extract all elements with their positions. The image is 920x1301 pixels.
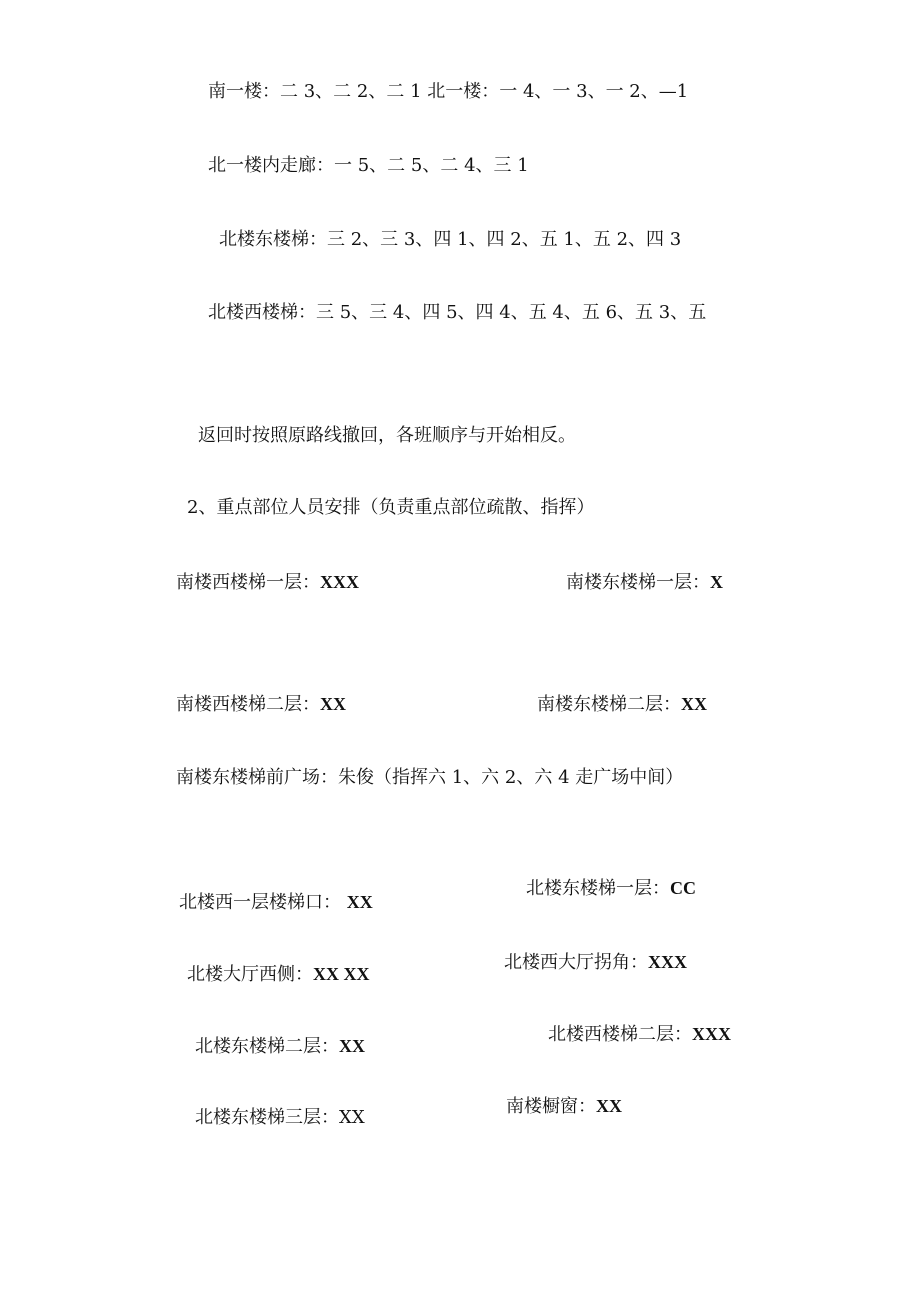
assignment-name: XX XX [313,964,370,984]
assignment-north-west-1f-stair [179,890,373,915]
section-title: 2、重点部位人员安排（负责重点部位疏散、指挥） [187,497,595,518]
assignment-label: 南楼橱窗： [506,1096,596,1117]
assignment-south-east-square: 南楼东楼梯前广场：朱俊（指挥六 1、六 2、六 4 走广场中间） [176,767,684,788]
assignment-north-east-2f [195,1034,365,1059]
assignment-name: XX [681,694,707,714]
assignment-label: 南楼西楼梯二层： [176,694,320,715]
assignment-label: 南楼东楼梯二层： [537,694,681,715]
assignment-label: 北楼东楼梯二层： [195,1036,339,1057]
assignment-north-west-hall-corner [504,950,687,975]
assignment-label: 北楼大厅西侧： [187,964,313,985]
assignment-label: 北楼西大厅拐角： [504,952,648,973]
assignment-label: 北楼东楼梯一层： [526,878,670,899]
assignment-name: XXX [320,572,359,592]
assignment-name: XX [346,892,373,912]
assignment-name: X [710,572,723,592]
route-north-east-stairs: 北楼东楼梯：三 2、三 3、四 1、四 2、五 1、五 2、四 3 [219,229,682,250]
return-note: 返回时按照原路线撤回，各班顺序与开始相反。 [198,425,576,446]
assignment-north-hall-west [187,962,370,987]
assignment-clipped-line: 北楼东楼梯三层：XX [195,1107,365,1128]
assignment-name: XX [320,694,346,714]
assignment-name: CC [670,878,696,898]
assignment-label: 北楼西一层楼梯口： [179,892,341,913]
assignment-south-west-2f [176,692,346,717]
assignment-label: 北楼西楼梯二层： [548,1024,692,1045]
assignment-south-east-2f [537,692,707,717]
assignment-name: XXX [648,952,687,972]
assignment-label: 南楼西楼梯一层： [176,572,320,593]
assignment-south-west-1f [176,570,359,595]
assignment-label: 南楼东楼梯一层： [566,572,710,593]
route-north-first-corridor: 北一楼内走廊：一 5、二 5、二 4、三 1 [208,155,529,176]
route-south-first: 南一楼：二 3、二 2、二 1 北一楼：一 4、一 3、一 2、—1 [208,81,689,102]
assignment-name: XX [596,1096,622,1116]
assignment-south-east-1f [566,570,723,595]
assignment-name: XX [339,1036,365,1056]
route-north-west-stairs: 北楼西楼梯：三 5、三 4、四 5、四 4、五 4、五 6、五 3、五 [208,302,707,323]
assignment-north-west-2f [548,1022,731,1047]
assignment-north-east-1f [526,876,696,901]
assignment-south-window [506,1094,622,1119]
assignment-name: XXX [692,1024,731,1044]
